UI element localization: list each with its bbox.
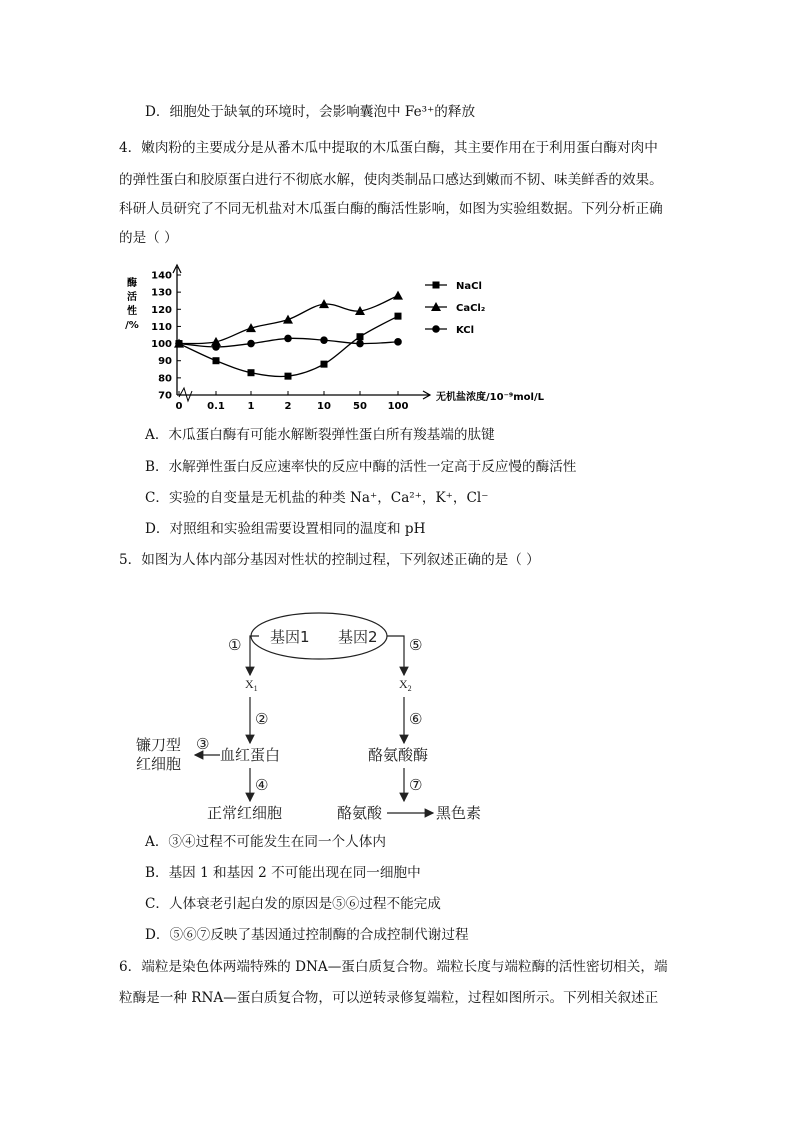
legend-marker-circle	[432, 325, 440, 333]
data-point-circle	[212, 343, 220, 351]
x2-label: $X_2$	[399, 677, 412, 693]
q4-option-c: C．实验的自变量是无机盐的种类 Na⁺，Ca²⁺，K⁺，Cl⁻	[145, 490, 489, 506]
sickle-cell-label-line1: 镰刀型	[136, 736, 182, 754]
x-tick-label: 2	[284, 401, 292, 412]
q4-stem-line-1: 4．嫩肉粉的主要成分是从番木瓜中提取的木瓜蛋白酶，其主要作用在于利用蛋白酶对肉中	[119, 140, 658, 156]
y-axis-label: /%	[125, 320, 139, 331]
q6-stem-line-1: 6．端粒是染色体两端特殊的 DNA—蛋白质复合物。端粒长度与端粒酶的活性密切相关，端	[119, 959, 668, 975]
data-point-circle	[247, 340, 255, 348]
q5-option-d: D．⑤⑥⑦反映了基因通过控制酶的合成控制代谢过程	[145, 927, 469, 943]
y-tick-label: 120	[151, 304, 172, 316]
y-tick-label: 100	[151, 339, 172, 351]
q4-stem-line-2: 的弹性蛋白和胶原蛋白进行不彻底水解，使肉类制品口感达到嫩而不韧、味美鲜香的效果。	[119, 172, 663, 188]
q4-stem-line-4: 的是（ ）	[119, 230, 178, 246]
q5-option-b: B．基因 1 和基因 2 不可能出现在同一细胞中	[145, 865, 421, 881]
gene-control-diagram	[130, 605, 510, 830]
y-axis-label: 酶	[127, 278, 137, 289]
y-tick-label: 140	[151, 270, 172, 282]
data-point-circle	[284, 335, 292, 343]
step4-label: ④	[255, 776, 269, 794]
q4-option-a: A．木瓜蛋白酶有可能水解断裂弹性蛋白所有羧基端的肽键	[145, 427, 495, 443]
normal-rbc-label: 正常红细胞	[207, 804, 283, 822]
data-point-triangle	[393, 291, 403, 300]
enzyme-activity-chart	[110, 258, 580, 418]
tyrosinase-label: 酪氨酸酶	[368, 746, 429, 764]
data-point-circle	[175, 340, 183, 348]
gene1-label: 基因1	[270, 628, 310, 646]
q3-option-d: D．细胞处于缺氧的环境时，会影响囊泡中 Fe³⁺的释放	[145, 104, 476, 120]
data-point-square	[321, 361, 328, 368]
step7-label: ⑦	[409, 776, 423, 794]
data-point-square	[395, 313, 402, 320]
q5-option-a: A．③④过程不可能发生在同一个人体内	[145, 834, 386, 850]
data-point-triangle	[283, 315, 293, 324]
x-tick-label: 50	[353, 401, 367, 412]
y-axis-label: 性	[127, 306, 137, 317]
legend-label: KCl	[456, 325, 475, 336]
hemoglobin-label: 血红蛋白	[220, 746, 281, 764]
step2-label: ②	[255, 710, 269, 728]
x-tick-label: 10	[317, 401, 331, 412]
legend-marker-square	[433, 282, 440, 289]
x1-label: $X_1$	[245, 677, 258, 693]
melanin-label: 黑色素	[436, 804, 482, 822]
data-point-square	[285, 373, 292, 380]
tyrosine-label: 酪氨酸	[337, 804, 383, 822]
q5-option-c: C．人体衰老引起白发的原因是⑤⑥过程不能完成	[145, 896, 441, 912]
data-point-square	[213, 357, 220, 364]
q4-option-b: B．水解弹性蛋白反应速率快的反应中酶的活性一定高于反应慢的酶活性	[145, 459, 577, 475]
y-tick-label: 70	[158, 390, 172, 402]
step6-label: ⑥	[409, 710, 423, 728]
y-axis-label: 活	[127, 292, 137, 303]
x-tick-label: 0.1	[207, 401, 225, 412]
step5-label: ⑤	[409, 636, 423, 654]
x-axis-label: 无机盐浓度/10⁻⁹mol/L	[436, 392, 544, 403]
q5-stem: 5．如图为人体内部分基因对性状的控制过程，下列叙述正确的是（ ）	[119, 552, 540, 568]
y-tick-label: 130	[151, 287, 172, 299]
arrow-step5	[387, 636, 404, 675]
data-point-circle	[356, 340, 364, 348]
legend-label: NaCl	[456, 281, 482, 292]
q4-stem-line-3: 科研人员研究了不同无机盐对木瓜蛋白酶的酶活性影响，如图为实验组数据。下列分析正确	[119, 201, 663, 217]
data-point-square	[248, 369, 255, 376]
x-tick-label: 100	[387, 401, 409, 412]
step1-label: ①	[228, 636, 242, 654]
q4-option-d: D．对照组和实验组需要设置相同的温度和 pH	[145, 521, 426, 537]
y-tick-label: 110	[151, 321, 172, 333]
data-point-circle	[320, 336, 328, 344]
arrow-step1	[250, 636, 259, 675]
q6-stem-line-2: 粒酶是一种 RNA—蛋白质复合物，可以逆转录修复端粒，过程如图所示。下列相关叙述正	[119, 990, 659, 1006]
y-tick-label: 80	[158, 373, 172, 385]
data-point-circle	[394, 338, 402, 346]
gene2-label: 基因2	[338, 628, 378, 646]
x-tick-label: 0	[175, 401, 183, 412]
data-point-square	[357, 333, 364, 340]
y-tick-label: 90	[158, 356, 172, 368]
sickle-cell-label-line2: 红细胞	[136, 755, 182, 773]
legend-label: CaCl₂	[456, 303, 486, 314]
step3-label: ③	[196, 735, 210, 753]
x-tick-label: 1	[247, 401, 255, 412]
